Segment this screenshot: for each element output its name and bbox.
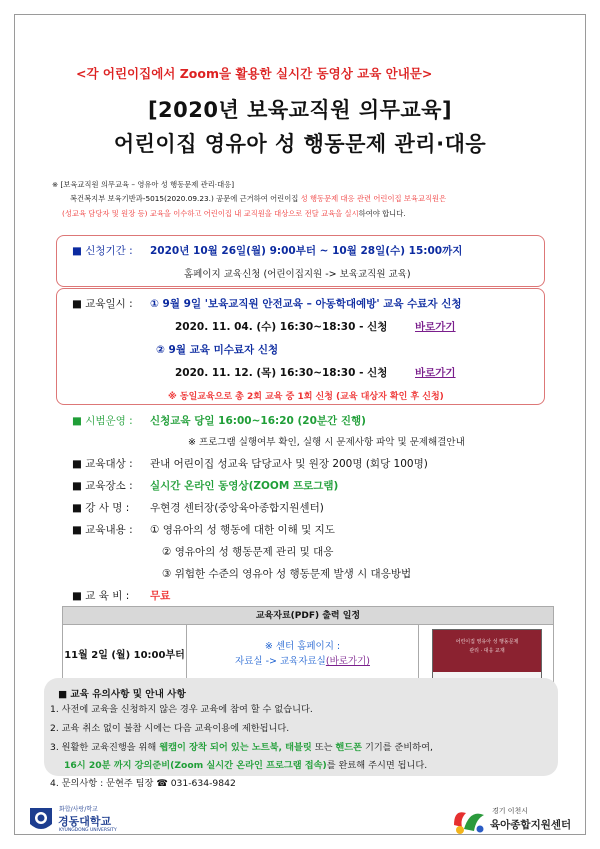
university-emblem-icon bbox=[28, 806, 54, 836]
apply-label: ■ 신청기간 : bbox=[72, 245, 133, 257]
schedule-item1: ① 9월 9일 '보육교직원 안전교육 – 아동학대예방' 교육 수료자 신청 bbox=[150, 298, 462, 310]
book-cover-image bbox=[432, 629, 542, 681]
content-item1: ① 영유아의 성 행동에 대한 이해 및 지도 bbox=[150, 524, 335, 536]
schedule-item2-date: 2020. 11. 12. (목) 16:30~18:30 - 신청 bbox=[175, 367, 388, 379]
schedule-label: ■ 교육일시 : bbox=[72, 298, 133, 310]
center-name: 육아종합지원센터 bbox=[490, 819, 572, 831]
intro-text: <각 어린이집에서 Zoom을 활용한 실시간 동영상 교육 안내문> bbox=[76, 66, 433, 81]
schedule-item2: ② 9월 교육 미수료자 신청 bbox=[156, 344, 279, 356]
notice-item3-g: 를 완료해 주시면 됩니다. bbox=[326, 760, 428, 771]
schedule-item1-date: 2020. 11. 04. (수) 16:30~18:30 - 신청 bbox=[175, 321, 388, 333]
lecturer-label: ■ 강 사 명 : bbox=[72, 502, 130, 514]
material-thumbnail-cell bbox=[419, 625, 555, 686]
material-where-path: 자료실 -> 교육자료실 bbox=[235, 656, 326, 667]
trial-note: ※ 프로그램 실행여부 확인, 실행 시 문제사항 파악 및 문제해결안내 bbox=[188, 437, 465, 448]
schedule-warning: ※ 동일교육으로 총 2회 교육 중 1회 신청 (교육 대상자 확인 후 신청) bbox=[168, 392, 444, 402]
trial-label: ■ 시범운영 : bbox=[72, 415, 133, 427]
childcare-center-logo bbox=[450, 803, 580, 837]
center-city: 경기 이천시 bbox=[492, 807, 529, 815]
notice-item3-a: 3. 원활한 교육진행을 위해 bbox=[50, 742, 160, 753]
kyungdong-university-logo bbox=[28, 804, 128, 838]
notice-item4: 4. 문의사항 : 문현주 팀장 ☎ 031-634-9842 bbox=[50, 778, 236, 789]
note-line2-highlight: 성 행동문제 대응 관련 어린이집 보육교직원은 bbox=[300, 194, 447, 203]
notice-item3-c: 또는 bbox=[311, 742, 336, 753]
notice-item3-d: 핸드폰 bbox=[335, 742, 363, 753]
material-table bbox=[62, 606, 554, 686]
trial-value: 신청교육 당일 16:00~16:20 (20분간 진행) bbox=[150, 415, 366, 427]
material-link[interactable]: (바로가기) bbox=[325, 656, 370, 667]
apply-link-2[interactable]: 바로가기 bbox=[415, 367, 456, 379]
content-item3: ③ 위험한 수준의 영유아 성 행동문제 발생 시 대응방법 bbox=[162, 568, 412, 580]
notice-item3-f: 16시 20분 까지 강의준비(Zoom 실시간 온라인 프로그램 접속) bbox=[64, 760, 327, 771]
university-name: 경동대학교 bbox=[58, 815, 112, 828]
note-heading: ※ [보육교직원 의무교육 – 영유아 성 행동문제 관리·대응] bbox=[52, 180, 235, 189]
note-line3-highlight: (성교육 담당자 및 원장 등) 교육을 이수하고 어린이집 내 교직원을 대상으로 전달 교육을 실시 bbox=[62, 209, 359, 218]
place-label: ■ 교육장소 : bbox=[72, 480, 133, 492]
content-item2: ② 영유아의 성 행동문제 관리 및 대응 bbox=[162, 546, 334, 558]
title-line1: [2020년 보육교직원 의무교육] bbox=[147, 98, 453, 122]
book-cover-title: 어린이집 영유아 성 행동문제 bbox=[455, 639, 519, 645]
fee-label: ■ 교 육 비 : bbox=[72, 590, 130, 602]
apply-link-1[interactable]: 바로가기 bbox=[415, 321, 456, 333]
university-motto: 화합/사랑/학교 bbox=[59, 806, 98, 813]
title-line2: 어린이집 영유아 성 행동문제 관리·대응 bbox=[113, 132, 487, 156]
note-line2-text: 복건복지부 보육기반과-5015(2020.09.23.) 공문에 근거하여 어린이집 bbox=[70, 194, 301, 203]
note-line3-text: 하여야 합니다. bbox=[358, 209, 406, 218]
notice-item3-line2 bbox=[64, 757, 427, 771]
place-value: 실시간 온라인 동영상(ZOOM 프로그램) bbox=[150, 480, 339, 492]
note-line2 bbox=[70, 194, 446, 204]
notice-item3-e: 기기를 준비하여, bbox=[362, 742, 433, 753]
material-date: 11월 2일 (월) 10:00부터 bbox=[63, 625, 187, 686]
material-location bbox=[187, 625, 419, 686]
notice-item3 bbox=[50, 739, 433, 753]
target-value: 관내 어린이집 성교육 담당교사 및 원장 200명 (회당 100명) bbox=[150, 458, 428, 470]
notice-item1: 1. 사전에 교육을 신청하지 않은 경우 교육에 참여 할 수 없습니다. bbox=[50, 704, 313, 715]
book-cover-subtitle: 관리 · 대응 교재 bbox=[469, 648, 505, 654]
childcare-center-emblem-icon bbox=[450, 805, 488, 835]
target-label: ■ 교육대상 : bbox=[72, 458, 133, 470]
apply-period: 2020년 10월 26일(월) 9:00부터 ~ 10월 28일(수) 15:00까지 bbox=[150, 245, 463, 257]
apply-method: 홈페이지 교육신청 (어린이집지원 -> 보육교직원 교육) bbox=[184, 269, 411, 280]
content-label: ■ 교육내용 : bbox=[72, 524, 133, 536]
lecturer-value: 우현경 센터장(중앙육아종합지원센터) bbox=[150, 502, 324, 514]
material-where-line1: ※ 센터 홈페이지 : bbox=[264, 641, 341, 652]
note-line3 bbox=[62, 209, 406, 219]
material-where-line2 bbox=[187, 654, 418, 669]
notice-item2: 2. 교육 취소 없이 불참 시에는 다음 교육이용에 제한됩니다. bbox=[50, 723, 290, 734]
notice-title: ■ 교육 유의사항 및 안내 사항 bbox=[58, 689, 186, 700]
notice-item3-b: 웹캠이 장착 되어 있는 노트북, 태블릿 bbox=[159, 742, 312, 753]
fee-value: 무료 bbox=[150, 590, 171, 602]
material-table-header: 교육자료(PDF) 출력 일정 bbox=[63, 607, 553, 625]
university-name-eng: KYUNGDONG UNIVERSITY bbox=[59, 828, 117, 833]
